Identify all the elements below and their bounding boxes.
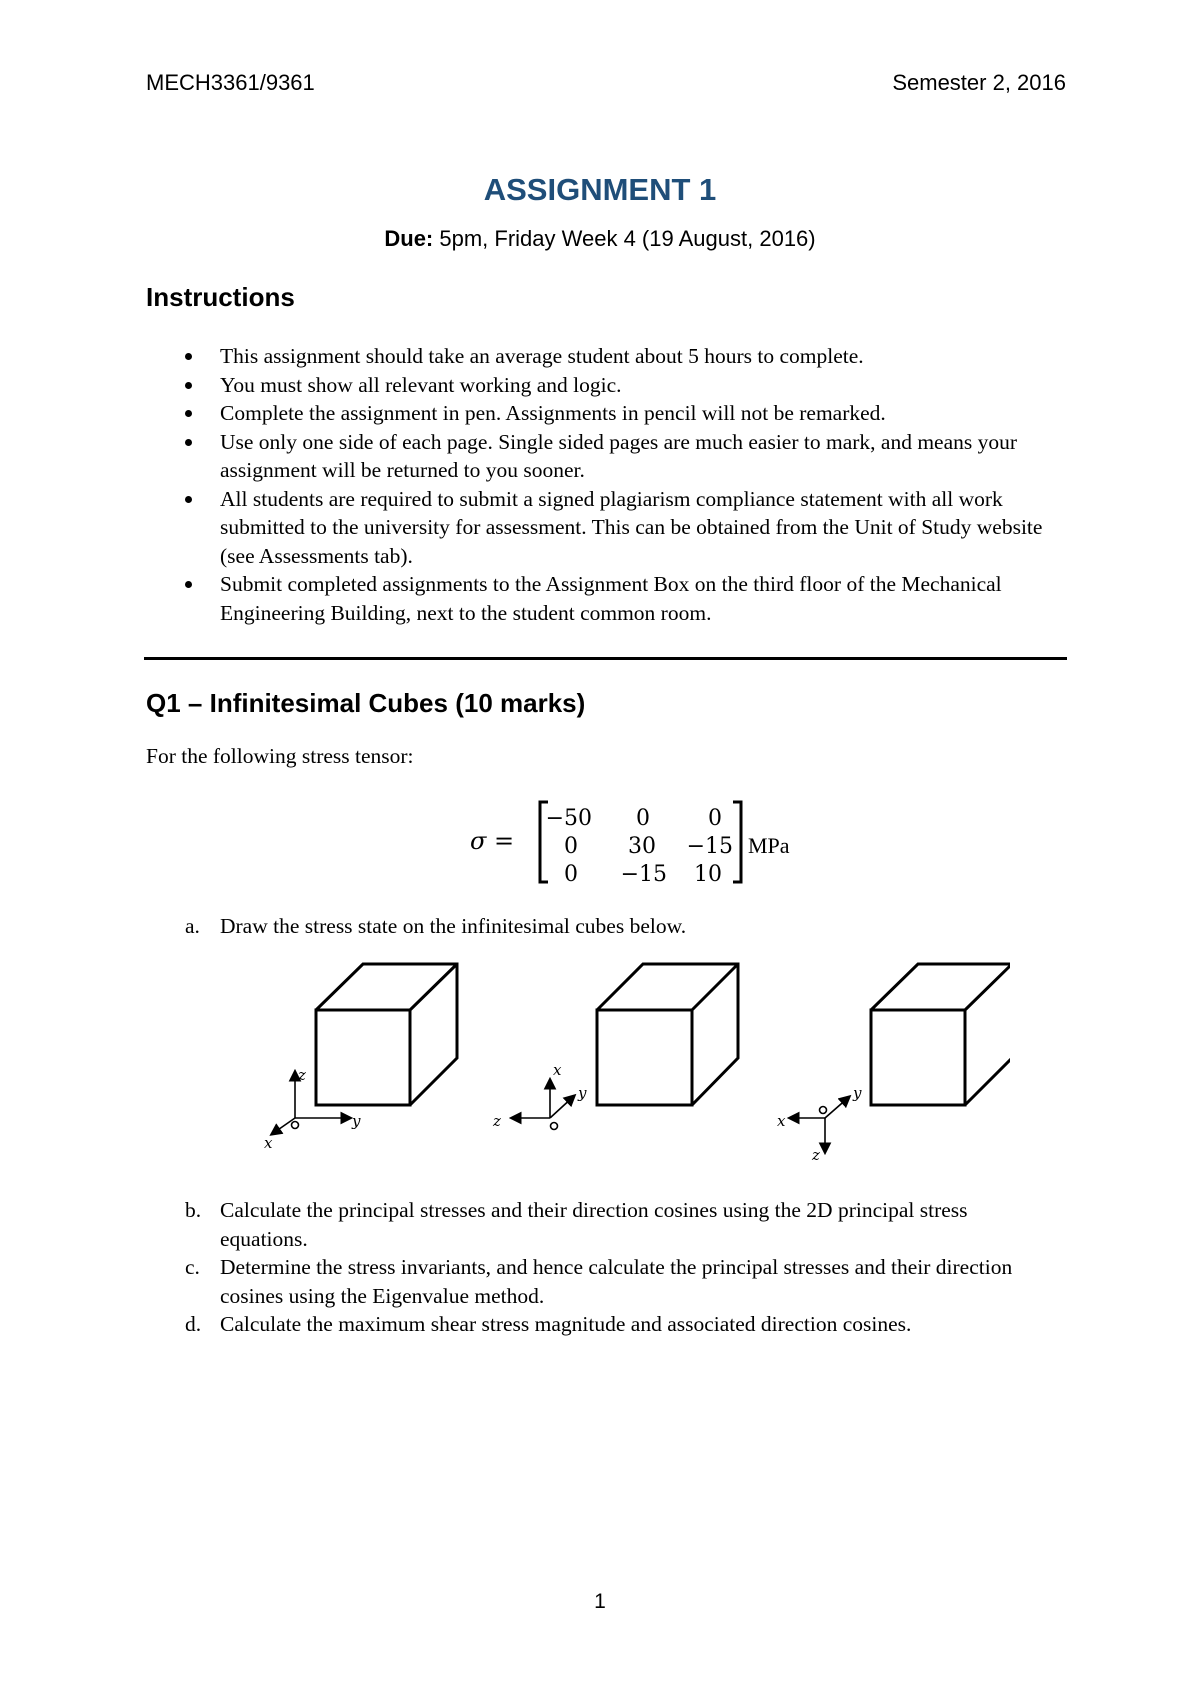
due-text: 5pm, Friday Week 4 (19 August, 2016) — [433, 226, 816, 251]
list-item — [180, 485, 1060, 571]
axis-label-y: y — [853, 1084, 862, 1102]
list-item — [180, 428, 1060, 485]
instruction-text: This assignment should take an average student about 5 hours to complete. — [220, 344, 864, 368]
due-date — [0, 226, 1200, 252]
section-divider — [144, 657, 1067, 660]
unit-label: MPa — [748, 833, 790, 858]
instruction-text: Complete the assignment in pen. Assignments in pencil will not be remarked. — [220, 401, 886, 425]
part-label: d. — [185, 1312, 202, 1336]
axis-label-x: x — [553, 1061, 562, 1079]
matrix-cell: 0 — [564, 834, 578, 859]
instructions-list — [180, 342, 1060, 627]
part-text: Determine the stress invariants, and hence calculate the principal stresses and their direction cosines using the Eigenvalue method. — [220, 1255, 1013, 1308]
axis-label-z: z — [812, 1146, 820, 1164]
axis-label-y: y — [578, 1084, 587, 1102]
matrix-cell: 0 — [564, 862, 578, 887]
part-label: a. — [185, 914, 200, 938]
cube-1 — [316, 964, 457, 1105]
assignment-title: ASSIGNMENT 1 — [483, 172, 717, 207]
q1-intro: For the following stress tensor: — [146, 744, 414, 768]
matrix-cell: −50 — [545, 806, 592, 831]
list-item — [180, 399, 1060, 428]
list-item — [180, 912, 1060, 941]
axes-1 — [272, 1072, 350, 1134]
axes-3 — [790, 1097, 849, 1152]
part-text: Calculate the maximum shear stress magnitude and associated direction cosines. — [220, 1312, 912, 1336]
axis-label-z: z — [298, 1066, 306, 1084]
list-item — [180, 342, 1060, 371]
list-item — [180, 1253, 1060, 1310]
matrix-right-bracket — [733, 802, 741, 882]
instruction-text: You must show all relevant working and logic. — [220, 372, 622, 397]
list-item — [180, 570, 1060, 627]
part-text: Draw the stress state on the infinitesimal cubes below. — [220, 914, 687, 938]
instruction-text: All students are required to submit a signed plagiarism compliance statement with all work submitted to the university for assessment. This can be obtained from the Unit of Study website (see Assessments tab). — [220, 486, 1043, 568]
matrix-cell: 30 — [628, 834, 656, 859]
stress-tensor-equation — [0, 792, 1200, 892]
part-label: c. — [185, 1255, 200, 1279]
instruction-text: Use only one side of each page. Single sided pages are much easier to mark, and means your assignment will be returned to you sooner. — [220, 429, 1018, 482]
course-code: MECH3361/9361 — [146, 70, 315, 95]
bullet-icon — [185, 581, 192, 588]
q1-part-a — [180, 912, 1060, 941]
bullet-icon — [185, 382, 192, 389]
list-item — [180, 1196, 1060, 1253]
list-item — [180, 371, 1060, 400]
list-item — [180, 1310, 1060, 1339]
part-text: Calculate the principal stresses and their direction cosines using the 2D principal stress equations. — [220, 1198, 968, 1251]
axis-label-y: y — [352, 1112, 361, 1130]
bullet-icon — [185, 496, 192, 503]
axis-label-x: x — [777, 1112, 786, 1130]
matrix-cell: 0 — [708, 806, 722, 831]
axes-2 — [512, 1080, 574, 1130]
bullet-icon — [185, 410, 192, 417]
matrix-cell: −15 — [686, 834, 733, 859]
q1-heading: Q1 – Infinitesimal Cubes (10 marks) — [146, 688, 586, 718]
cube-2 — [597, 964, 738, 1105]
bullet-icon — [185, 439, 192, 446]
instruction-text: Submit completed assignments to the Assignment Box on the third floor of the Mechanical Engineering Building, next to the student common room. — [220, 572, 1002, 625]
bullet-icon — [185, 353, 192, 360]
q1-parts-b-d — [180, 1196, 1060, 1339]
cube-3 — [871, 964, 1010, 1105]
axis-label-z: z — [493, 1112, 501, 1130]
instructions-heading: Instructions — [146, 282, 295, 312]
matrix-cell: 10 — [694, 862, 722, 887]
due-label: Due: — [384, 226, 434, 251]
infinitesimal-cubes-figure — [250, 950, 1010, 1170]
page-number: 1 — [594, 1590, 606, 1613]
matrix-cell: −15 — [620, 862, 667, 887]
axis-label-x: x — [264, 1134, 273, 1152]
semester-label: Semester 2, 2016 — [892, 70, 1066, 95]
matrix-cell: 0 — [636, 806, 650, 831]
part-label: b. — [185, 1198, 202, 1222]
sigma-symbol: σ = — [470, 827, 515, 855]
